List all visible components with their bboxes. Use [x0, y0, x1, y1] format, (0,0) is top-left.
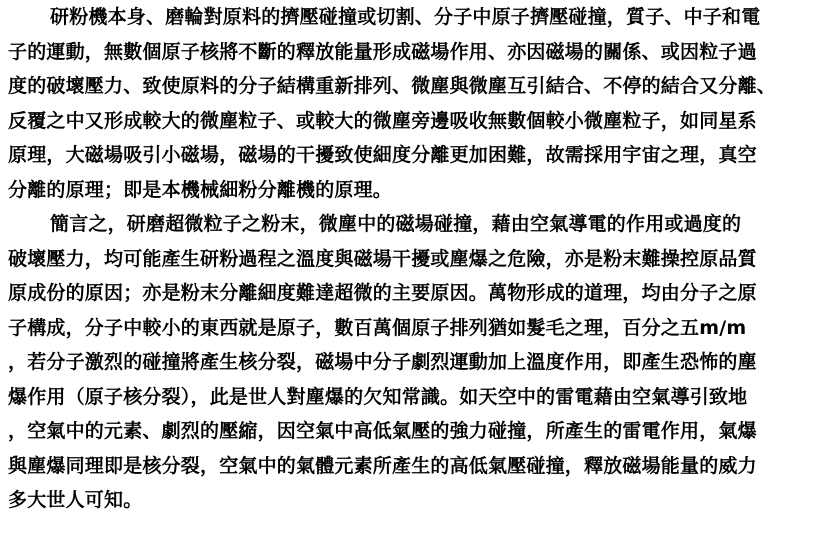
paragraph-2-line-6: 爆作用（原子核分裂），此是世人對塵爆的欠知常識。如天空中的雷電藉由空氣導引致地 [8, 385, 748, 408]
paragraph-2-line-5: ，若分子激烈的碰撞將產生核分裂，磁場中分子劇烈運動加上溫度作用，即產生恐怖的塵 [8, 351, 757, 373]
paragraph-2-line-1: 簡言之，研磨超微粒子之粉末，微塵中的磁場碰撞，藉由空氣導電的作用或過度的 [50, 213, 742, 235]
document-body [8, 0, 820, 518]
paragraph-1-line-1: 研粉機本身、磨輪對原料的擠壓碰撞或切割、分子中原子擠壓碰撞，質子、中子和電 [50, 6, 761, 28]
paragraph-2-line-7: ，空氣中的元素、劇烈的壓縮，因空氣中高低氣壓的強力碰撞，所產生的雷電作用，氣爆 [8, 420, 757, 442]
paragraph-1-line-3: 度的破壞壓力、致使原料的分子結構重新排列、微塵與微塵互引結合、不停的結合又分離、 [8, 75, 777, 97]
paragraph-2-line-9: 多大世人可知。 [8, 489, 143, 511]
paragraph-2-line-4: 子構成，分子中較小的東西就是原子，數百萬個原子排列猶如髮毛之理，百分之五m/m [8, 316, 747, 339]
paragraph-1-line-2: 子的運動，無數個原子核將不斷的釋放能量形成磁場作用、亦因磁場的關係、或因粒子過 [8, 40, 757, 63]
paragraph-1-line-4: 反覆之中又形成較大的微塵粒子、或較大的微塵旁邊吸收無數個較小微塵粒子，如同星系 [8, 109, 757, 132]
paragraph-1-line-5: 原理，大磁場吸引小磁場，磁場的干擾致使細度分離更加困難，故需採用宇宙之理，真空 [8, 144, 757, 166]
paragraph-1 [8, 0, 820, 207]
paragraph-1-line-6: 分離的原理；即是本機械細粉分離機的原理。 [8, 178, 393, 201]
paragraph-2-line-3: 原成份的原因；亦是粉末分離細度難達超微的主要原因。萬物形成的道理，均由分子之原 [8, 282, 757, 304]
paragraph-2 [8, 207, 820, 518]
paragraph-2-line-2: 破壞壓力，均可能產生研粉過程之溫度與磁場干擾或塵爆之危險，亦是粉末難操控原品質 [8, 247, 757, 270]
paragraph-2-line-8: 與塵爆同理即是核分裂，空氣中的氣體元素所產生的高低氣壓碰撞，釋放磁場能量的威力 [8, 454, 757, 477]
